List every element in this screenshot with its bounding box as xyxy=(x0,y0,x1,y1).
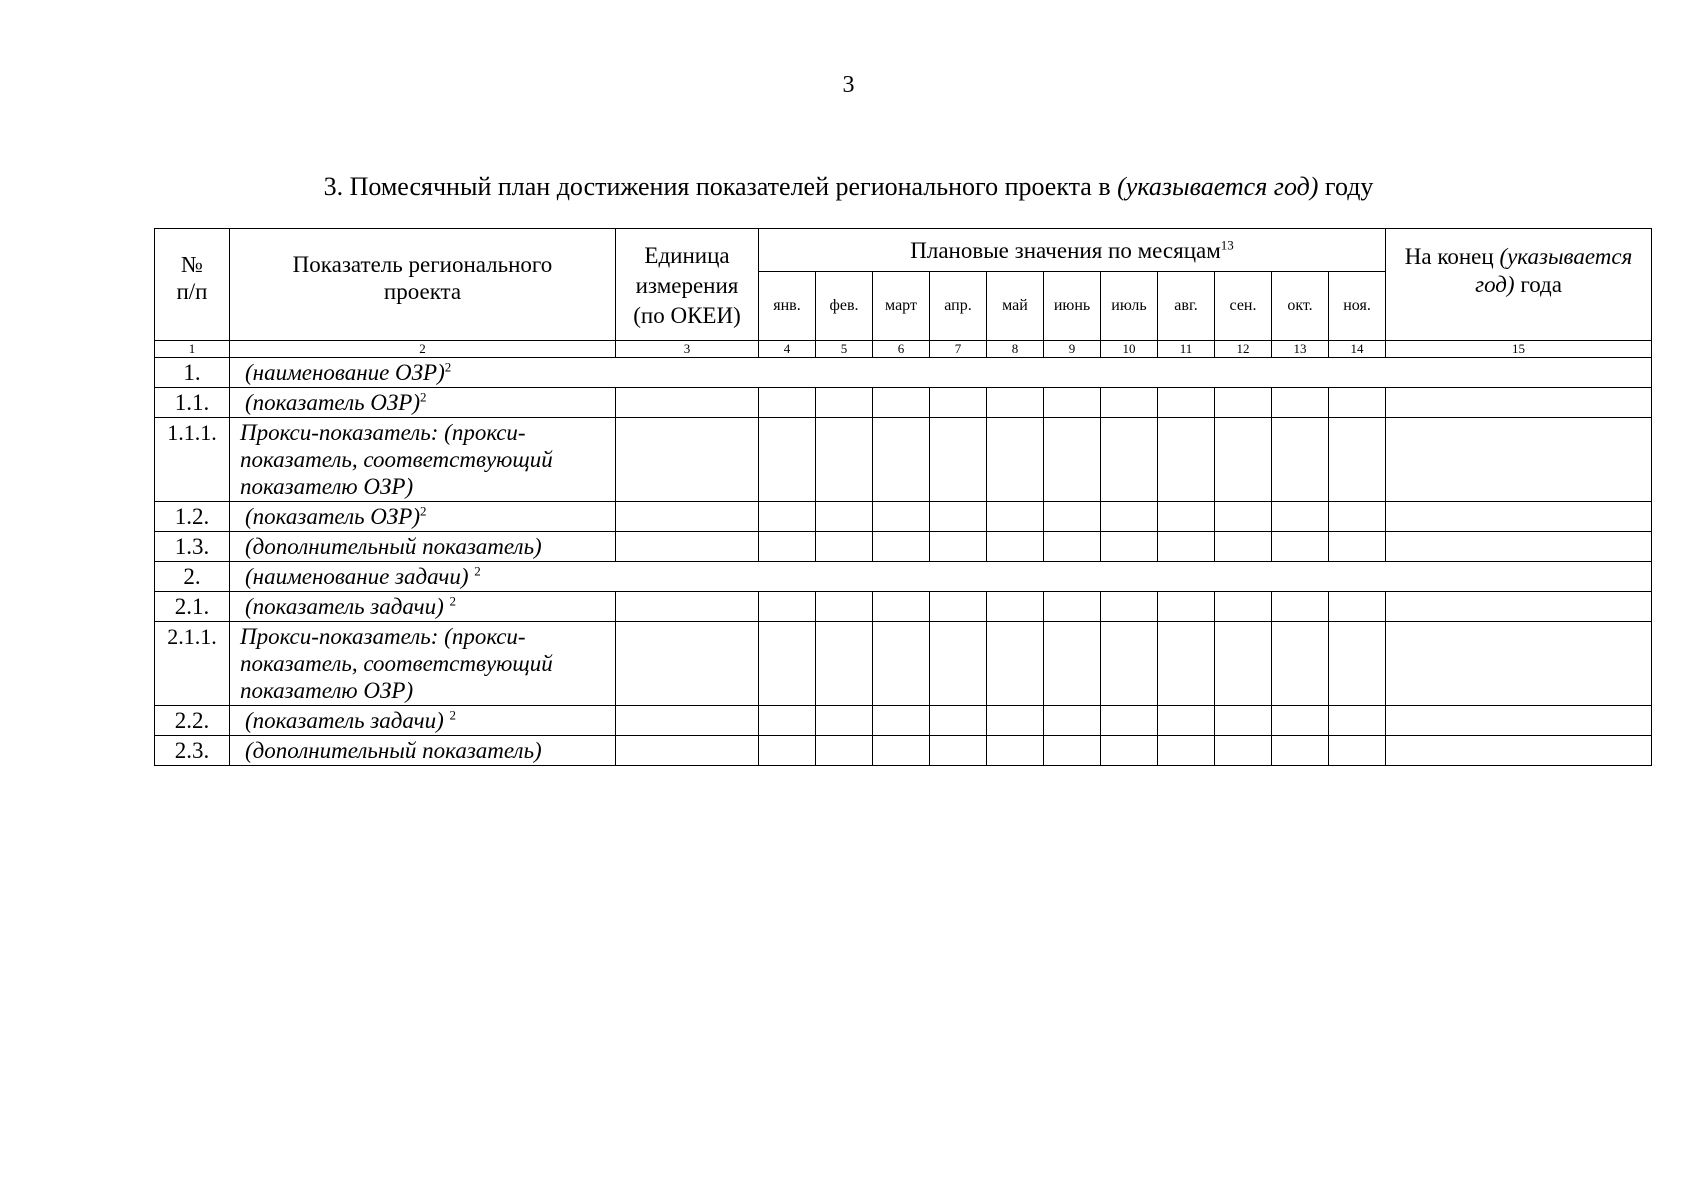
end-of-year-cell xyxy=(1386,622,1652,706)
month-value-cell xyxy=(1215,418,1272,502)
table-row xyxy=(155,358,1652,388)
row-indicator-name xyxy=(230,502,616,532)
end-of-year-cell xyxy=(1386,592,1652,622)
table-row xyxy=(155,532,1652,562)
unit-cell xyxy=(616,706,759,736)
month-value-cell xyxy=(759,706,816,736)
row-number: 1.1. xyxy=(155,388,230,418)
unit-cell xyxy=(616,388,759,418)
month-header: март xyxy=(873,272,930,341)
month-value-cell xyxy=(873,736,930,766)
row-indicator-name xyxy=(230,418,616,502)
row-number: 1.1.1. xyxy=(155,418,230,502)
month-value-cell xyxy=(1044,418,1101,502)
end-of-year-cell xyxy=(1386,532,1652,562)
table-row xyxy=(155,418,1652,502)
month-value-cell xyxy=(873,592,930,622)
month-value-cell xyxy=(987,418,1044,502)
row-indicator-name xyxy=(230,622,616,706)
month-value-cell xyxy=(930,736,987,766)
month-value-cell xyxy=(1158,418,1215,502)
month-value-cell xyxy=(987,622,1044,706)
month-value-cell xyxy=(1158,736,1215,766)
column-number: 3 xyxy=(616,341,759,358)
month-header: июль xyxy=(1101,272,1158,341)
column-number: 10 xyxy=(1101,341,1158,358)
month-value-cell xyxy=(987,706,1044,736)
month-value-cell xyxy=(1272,532,1329,562)
month-value-cell xyxy=(1329,706,1386,736)
title-italic: (указывается год) xyxy=(1117,172,1319,201)
month-value-cell xyxy=(816,736,873,766)
unit-cell xyxy=(616,736,759,766)
month-value-cell xyxy=(816,592,873,622)
month-value-cell xyxy=(873,532,930,562)
row-number: 2.1. xyxy=(155,592,230,622)
unit-cell xyxy=(616,622,759,706)
footnote-marker: 2 xyxy=(449,707,456,723)
row-indicator-name xyxy=(230,706,616,736)
month-value-cell xyxy=(1272,736,1329,766)
table-row xyxy=(155,502,1652,532)
row-number: 1.2. xyxy=(155,502,230,532)
table-row xyxy=(155,562,1652,592)
indicator-text: (показатель задачи) xyxy=(245,708,450,733)
month-value-cell xyxy=(1215,502,1272,532)
row-number: 2.2. xyxy=(155,706,230,736)
month-value-cell xyxy=(1272,418,1329,502)
unit-cell xyxy=(616,532,759,562)
month-value-cell xyxy=(1329,502,1386,532)
month-value-cell xyxy=(987,502,1044,532)
header-end-of-year xyxy=(1386,229,1652,341)
unit-cell xyxy=(616,502,759,532)
column-number: 6 xyxy=(873,341,930,358)
footnote-marker: 2 xyxy=(420,503,427,519)
month-value-cell xyxy=(1272,502,1329,532)
unit-cell xyxy=(616,592,759,622)
indicator-text: (дополнительный показатель) xyxy=(245,534,542,559)
title-suffix: году xyxy=(1318,172,1374,201)
month-header: июнь xyxy=(1044,272,1101,341)
month-value-cell xyxy=(1044,502,1101,532)
month-header: сен. xyxy=(1215,272,1272,341)
month-value-cell xyxy=(816,418,873,502)
header-months-group xyxy=(759,229,1386,272)
month-value-cell xyxy=(930,388,987,418)
footnote-marker: 2 xyxy=(444,359,452,375)
month-value-cell xyxy=(1044,622,1101,706)
month-value-cell xyxy=(1215,592,1272,622)
month-value-cell xyxy=(1215,388,1272,418)
month-value-cell xyxy=(987,592,1044,622)
indicator-text: (наименование ОЗР) xyxy=(245,360,445,385)
month-value-cell xyxy=(1101,622,1158,706)
month-value-cell xyxy=(759,622,816,706)
indicator-text: (наименование задачи) xyxy=(245,564,475,589)
column-number: 5 xyxy=(816,341,873,358)
month-value-cell xyxy=(1215,532,1272,562)
row-indicator-name xyxy=(230,562,1652,592)
month-value-cell xyxy=(873,502,930,532)
month-value-cell xyxy=(816,706,873,736)
header-row xyxy=(155,229,1652,272)
row-number: 1. xyxy=(155,358,230,388)
month-value-cell xyxy=(816,622,873,706)
month-value-cell xyxy=(1329,592,1386,622)
column-number: 2 xyxy=(230,341,616,358)
month-value-cell xyxy=(759,592,816,622)
month-header: фев. xyxy=(816,272,873,341)
month-value-cell xyxy=(1044,736,1101,766)
month-value-cell xyxy=(1101,706,1158,736)
indicator-text: (дополнительный показатель) xyxy=(245,738,542,763)
month-value-cell xyxy=(759,418,816,502)
month-value-cell xyxy=(1272,592,1329,622)
month-value-cell xyxy=(1158,532,1215,562)
month-value-cell xyxy=(873,622,930,706)
row-indicator-name xyxy=(230,388,616,418)
row-number: 2.1.1. xyxy=(155,622,230,706)
end-col-italic: (указывается год) xyxy=(1475,244,1633,297)
month-value-cell xyxy=(987,532,1044,562)
month-value-cell xyxy=(1158,388,1215,418)
month-value-cell xyxy=(1158,706,1215,736)
row-number: 1.3. xyxy=(155,532,230,562)
indicator-text: (показатель задачи) xyxy=(245,594,450,619)
indicator-text: (показатель ОЗР) xyxy=(245,504,421,529)
row-number: 2. xyxy=(155,562,230,592)
month-value-cell xyxy=(1329,418,1386,502)
month-value-cell xyxy=(816,532,873,562)
row-indicator-name xyxy=(230,736,616,766)
month-value-cell xyxy=(1272,706,1329,736)
month-value-cell xyxy=(759,532,816,562)
end-of-year-cell xyxy=(1386,706,1652,736)
month-header: май xyxy=(987,272,1044,341)
month-value-cell xyxy=(1158,502,1215,532)
month-value-cell xyxy=(987,736,1044,766)
column-number: 4 xyxy=(759,341,816,358)
month-value-cell xyxy=(1101,592,1158,622)
month-value-cell xyxy=(1101,502,1158,532)
month-value-cell xyxy=(1044,532,1101,562)
month-value-cell xyxy=(1101,418,1158,502)
months-group-label: Плановые значения по месяцам xyxy=(910,237,1221,263)
end-of-year-cell xyxy=(1386,502,1652,532)
month-value-cell xyxy=(1329,388,1386,418)
column-numbers-row xyxy=(155,341,1652,358)
month-header: апр. xyxy=(930,272,987,341)
month-header: окт. xyxy=(1272,272,1329,341)
table-row xyxy=(155,736,1652,766)
month-value-cell xyxy=(1158,592,1215,622)
column-number: 14 xyxy=(1329,341,1386,358)
month-header: авг. xyxy=(1158,272,1215,341)
column-number: 11 xyxy=(1158,341,1215,358)
month-value-cell xyxy=(1215,622,1272,706)
month-value-cell xyxy=(1215,736,1272,766)
month-value-cell xyxy=(987,388,1044,418)
end-col-suffix: года xyxy=(1514,272,1562,297)
indicator-text: (показатель ОЗР) xyxy=(245,390,421,415)
footnote-marker: 2 xyxy=(474,563,481,579)
row-number: 2.3. xyxy=(155,736,230,766)
column-number: 13 xyxy=(1272,341,1329,358)
column-number: 12 xyxy=(1215,341,1272,358)
end-of-year-cell xyxy=(1386,388,1652,418)
footnote-marker: 2 xyxy=(420,389,427,405)
page-title xyxy=(0,172,1697,202)
month-header: янв. xyxy=(759,272,816,341)
month-value-cell xyxy=(930,622,987,706)
month-value-cell xyxy=(930,706,987,736)
table-row xyxy=(155,622,1652,706)
month-value-cell xyxy=(816,502,873,532)
column-number: 8 xyxy=(987,341,1044,358)
month-value-cell xyxy=(1329,622,1386,706)
unit-cell xyxy=(616,418,759,502)
month-value-cell xyxy=(759,388,816,418)
column-number: 9 xyxy=(1044,341,1101,358)
end-of-year-cell xyxy=(1386,418,1652,502)
months-group-footnote: 13 xyxy=(1220,236,1234,252)
title-prefix: 3. Помесячный план достижения показателей регионального проекта в xyxy=(323,172,1118,201)
month-value-cell xyxy=(1101,736,1158,766)
end-col-prefix: На конец xyxy=(1404,244,1500,269)
month-value-cell xyxy=(1101,388,1158,418)
month-value-cell xyxy=(873,418,930,502)
column-number: 15 xyxy=(1386,341,1652,358)
month-value-cell xyxy=(1272,622,1329,706)
month-value-cell xyxy=(1044,592,1101,622)
month-value-cell xyxy=(873,388,930,418)
row-indicator-name xyxy=(230,358,1652,388)
page-number: 3 xyxy=(842,72,855,98)
month-value-cell xyxy=(1101,532,1158,562)
month-header: ноя. xyxy=(1329,272,1386,341)
month-value-cell xyxy=(930,592,987,622)
column-number: 7 xyxy=(930,341,987,358)
header-unit: Единица измерения (по ОКЕИ) xyxy=(616,229,759,341)
monthly-plan-table xyxy=(154,228,1652,766)
indicator-text: Прокси-показатель: (прокси-показатель, соответствующий показателю ОЗР) xyxy=(240,420,553,499)
month-value-cell xyxy=(1044,388,1101,418)
end-of-year-cell xyxy=(1386,736,1652,766)
table-row xyxy=(155,592,1652,622)
month-value-cell xyxy=(930,502,987,532)
month-value-cell xyxy=(816,388,873,418)
month-value-cell xyxy=(930,418,987,502)
month-value-cell xyxy=(1329,532,1386,562)
row-indicator-name xyxy=(230,532,616,562)
table-row xyxy=(155,706,1652,736)
month-value-cell xyxy=(1158,622,1215,706)
column-number: 1 xyxy=(155,341,230,358)
month-value-cell xyxy=(759,502,816,532)
month-value-cell xyxy=(930,532,987,562)
month-value-cell xyxy=(1215,706,1272,736)
header-num: № п/п xyxy=(155,229,230,341)
footnote-marker: 2 xyxy=(449,593,456,609)
row-indicator-name xyxy=(230,592,616,622)
indicator-text: Прокси-показатель: (прокси-показатель, соответствующий показателю ОЗР) xyxy=(240,624,553,703)
header-indicator: Показатель регионального проекта xyxy=(230,229,616,341)
month-value-cell xyxy=(1272,388,1329,418)
month-value-cell xyxy=(873,706,930,736)
month-value-cell xyxy=(1329,736,1386,766)
month-value-cell xyxy=(759,736,816,766)
table-row xyxy=(155,388,1652,418)
month-value-cell xyxy=(1044,706,1101,736)
